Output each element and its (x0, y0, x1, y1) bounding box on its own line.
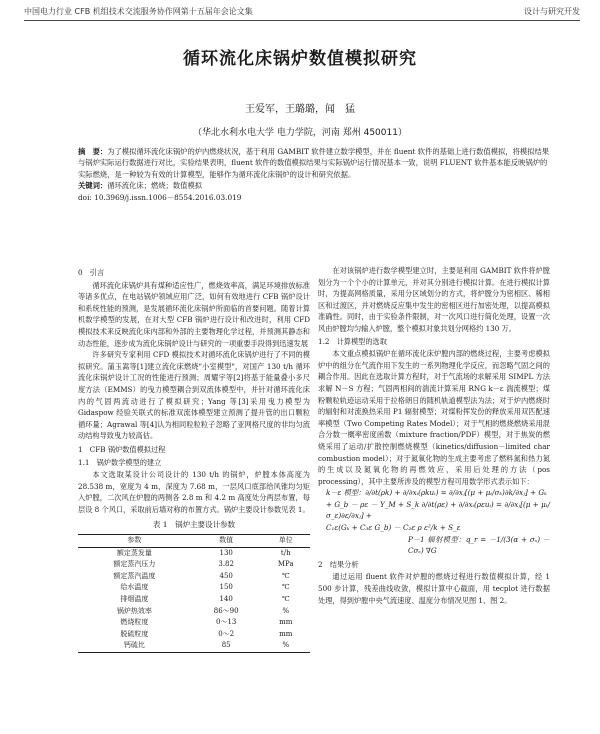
keywords-line (78, 180, 550, 191)
table-cell: 给水温度 (120, 583, 149, 592)
table-cell: % (282, 606, 290, 615)
intro-paragraph-2: 许多研究专家利用 CFD 模拟技术对循环流化床锅炉进行了不同的模拟研究。蒲玉嵩等[1]建立流化床燃烧"小室模型"，对国产 130 t/h 循环流化床锅炉设计工况的性能进行预测；周耀宇等[2]将基于能量叠小多尺度方法（EMMS）的曳力模型耦合到双流体模型中，并针对循环流化床内的气固两流动进行了模拟研究；Yang 等[3]采用曳力模型为 Gidaspow 经验关联式的标准双流体模型建立预测了提升管的出口颗粒循环量；Agrawal 等[4]认为相同粒粒粒子忽略了亚网格尺度的非均匀流动结构导致曳力较高估。 (78, 350, 310, 441)
authors: 王爱军，王璐璐，闻 猛 (245, 104, 355, 115)
table-cell: 燃烧粒度 (120, 618, 149, 627)
table-row (78, 594, 310, 606)
table-row (78, 617, 310, 629)
table-row (78, 640, 310, 652)
equation-p1-radiation: P－1 辐射模型：q_r = －1/(3(α + σₛ) － Cσₛ) ∇G (408, 534, 550, 556)
boiler-parameters-table (78, 534, 310, 653)
abstract-paragraph (78, 146, 550, 180)
abstract-block (78, 146, 550, 203)
header-right: 设计与研究开发 (524, 7, 580, 16)
table-cell: MPa (277, 560, 294, 569)
table-cell: 150 (219, 583, 233, 592)
intro-paragraph-1: 循环流化床锅炉具有煤种适应性广，燃烧效率高，满足环境排放标准等诸多优点，在电站锅炉领域应用广泛，如何有效地进行 CFB 锅炉设计和系统性能的预测，是发展循环流化床锅炉所面临的首要问题。随着计算机数学模型的发展，在对大型 CFB 锅炉进行设计和改进时，利用 CFD 模拟技术来反映流化床内部和外部的主要物理化学过程，并预测其静态和动态性能，逐步成为流化床锅炉设计与研究的一项重要手段得到迅速发展 (78, 280, 310, 348)
table-row (78, 559, 310, 571)
table-cell: 130 (219, 548, 233, 557)
table-cell: 86～90 (213, 606, 239, 615)
table-row (78, 629, 310, 641)
table-cell: % (282, 641, 290, 650)
keywords-text: 循环流化床；燃烧；数值模拟 (107, 181, 203, 191)
table-cell: 140 (219, 595, 233, 604)
table-cell: 钙硫比 (123, 641, 145, 650)
table-cell: 额定蒸汽温度 (113, 571, 156, 580)
abstract-label: 摘 要： (78, 147, 108, 156)
table-cell: ℃ (281, 583, 290, 592)
table-header-cell: 单位 (278, 536, 293, 545)
section-1-heading: 1 CFB 锅炉数值模拟过程 (78, 444, 166, 454)
keywords-label: 关键词： (78, 181, 108, 191)
section-1-2-heading: 1.2 计算模型的选取 (318, 336, 387, 346)
table-row (78, 571, 310, 583)
right-column (318, 265, 550, 606)
table-cell: 锅炉热效率 (116, 606, 152, 615)
table-cell: mm (279, 629, 293, 638)
table-cell: 排烟温度 (120, 595, 149, 604)
section-1-1-heading: 1.1 锅炉数学模型的建立 (78, 457, 162, 467)
table-cell: mm (279, 618, 293, 627)
equation-k-epsilon-2: + G_b － ρε － Y_M + S_k ∂/∂t(ρε) + ∂/∂xᵢ(ρεuᵢ) = ∂/∂xⱼ[(μ + μₜ/σ_ε)∂ε/∂xⱼ] + (326, 499, 550, 521)
table-cell: 脱硫粒度 (120, 629, 149, 638)
section-2-paragraph: 通过运用 fluent 软件对炉膛的燃烧过程进行数值模拟计算，经 1 500 步计算，残差曲线收敛，模拟计算中心截面，用 tecplot 进行数据处理，得到炉膛中央气流速度、温度分布情况见图 1、图 2。 (318, 572, 550, 605)
affiliation: （华北水利水电大学 电力学院，河南 郑州 450011） (193, 128, 407, 138)
abstract-text: 为了模拟循环流化床锅炉的炉内燃烧状况，基于利用 GAMBIT 软件建立数学模型，并在 fluent 软件的基础上进行数值模拟，将模拟结果与锅炉实际运行数据进行对比，实验结果表明，fluent 软件的数值模拟结果与实际锅炉运行情况基本一致，说明 FLUENT 软件基本能反映锅炉的实际燃烧，是一种较为有效的计算模型，能够作为循环流化床锅炉的设计和研究依据。 (78, 147, 550, 179)
table-row (78, 606, 310, 618)
table-cell: ℃ (281, 595, 290, 604)
table-cell: ℃ (281, 571, 290, 580)
doi-line: doi: 10.3969/j.issn.1006－8554.2016.03.019 (78, 192, 242, 202)
table-cell: t/h (280, 548, 291, 557)
table-cell: 0～13 (215, 618, 237, 627)
section-1-1-paragraph: 本文选取某设计公司设计的 130 t/h 的锅炉，炉膛本体高度为 28.538 m，宽度为 4 m，深度为 7.68 m，一层风口底部给风锥均匀矩入炉膛，二次风在炉膛的两侧各 2.8 m 和 4.2 m 高度处分两层布置，每层设 8 个风口，采取前后墙对称的布置方式。锅炉主要设计参数见表 1。 (78, 470, 310, 514)
table-cell: 85 (221, 641, 231, 650)
table-row (78, 547, 310, 559)
equation-k-epsilon-3: C₁ε(Gₖ + C₃ε G_b) － C₂ε ρ ε²/k + S_ε (326, 523, 461, 533)
table-header-cell: 参数 (127, 536, 142, 545)
running-header (24, 6, 580, 21)
header-left: 中国电力行业 CFB 机组技术交流服务协作网第十五届年会论文集 (24, 7, 253, 16)
table-row (78, 582, 310, 594)
table-header-row (78, 535, 310, 548)
table-cell: 450 (219, 571, 233, 580)
intro-heading: 0 引言 (78, 268, 105, 277)
table-header-cell: 数值 (219, 536, 234, 545)
table-cell: 额定蒸汽压力 (113, 560, 156, 569)
table-cell: 额定蒸发量 (116, 548, 152, 557)
table-cell: 0～2 (218, 629, 235, 638)
model-paragraph: 在对该锅炉进行数学模型建立时，主要是利用 GAMBIT 软件将炉膛划分为一个个小的计算单元，并对其分别进行模拟计算。在进行模拟计算时，为提高网格质量，采用分区域划分的方式，将炉膛分为密相区、稀相区和过渡区，并对燃烧反应集中发生的密相区进行加密处理，以提高模拟准确性。同时，由于实验条件限制，对一次风口进行简化处理，设置一次风由炉膛均匀输入炉膛，整个模拟对象共划分网格约 130 万。 (318, 266, 550, 333)
table-cell: 3.82 (218, 560, 234, 569)
section-2-heading: 2 结果分析 (318, 559, 359, 569)
section-1-2-paragraph: 本文重点模拟锅炉在循环流化床炉膛内部的燃烧过程，主要考虑模拟炉中的组分在气流作用下发生的一系列物理化学反应，而忽略气固之间的耦合作用。因此在选取计算方程时，对于气流场的求解采用 SIMPL 方法求解 N－S 方程；气固两相间的湍流计算采用 RNG k－ε 湍流模型；煤粉颗粒轨迹运动采用于拉格朗日的随机轨道模型法为法；对于炉内燃烧时的辐射和对流换热采用 P1 辐射模型；对煤粉挥发份的释放采用双匹配速率模型（Two Competing Rates Model）；对于气相的燃烧燃烧采用混合分数一概率密度函数（mixture fraction/PDF）模型，对于焦炭的燃烧采用了运动/扩散控制燃烧模型（kinetics/diffusion－limited char combustion model）；对于氮氧化物的生成主要考虑了燃料氮和热力氮的生成以及氮氧化物的再燃效应，采用后处理的方法（pos processing），其中主要所涉及的模型方程可用数学形式表示如下： (318, 349, 550, 486)
left-column (78, 265, 310, 653)
equation-k-epsilon-1: k－ε 模型：∂/∂t(ρk) + ∂/∂xᵢ(ρkuᵢ) = ∂/∂xⱼ[(μ + μₜ/σₖ)∂k/∂xⱼ] + Gₖ (326, 488, 547, 498)
table-caption: 表 1 锅炉主要设计参数 (152, 520, 236, 530)
paper-title: 循环流化床锅炉数值模拟研究 (183, 49, 417, 69)
